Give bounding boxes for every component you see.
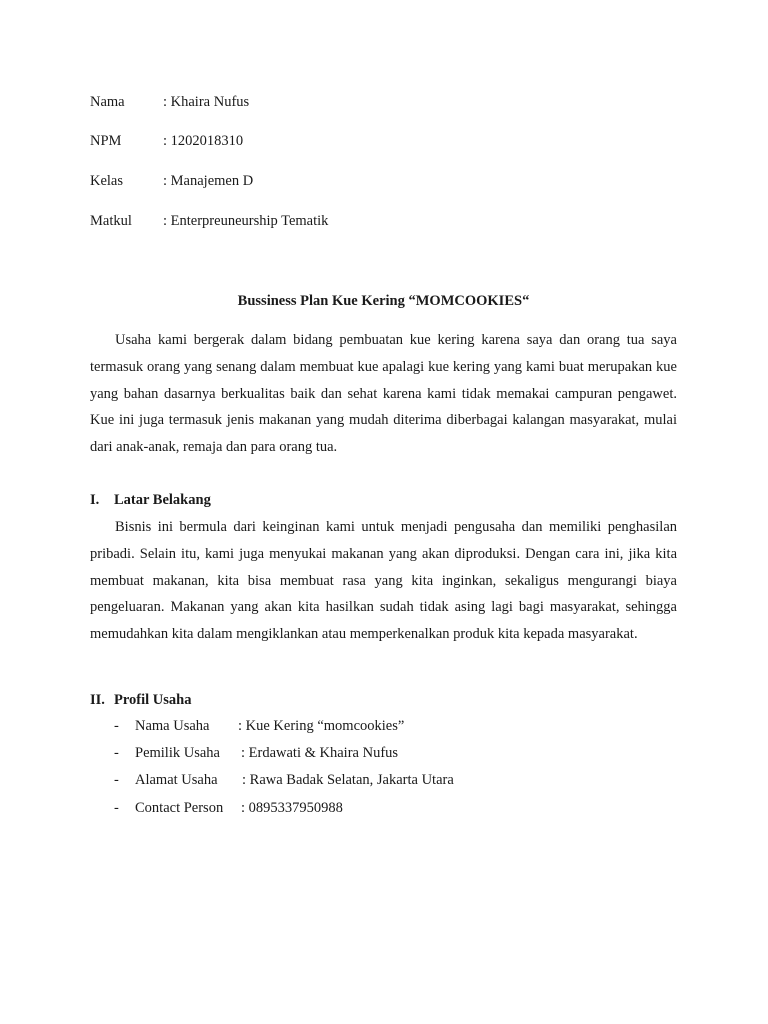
bullet-dash: -	[114, 772, 119, 789]
intro-paragraph: Usaha kami bergerak dalam bidang pembuatan kue kering karena saya dan orang tua saya termasuk orang yang senang dalam membuat kue apalagi kue kering yang kami buat merupakan kue yang bahan dasarnya berkualitas baik dan sehat karena kami tidak memakai campuran pengawet. Kue ini juga termasuk jenis makanan yang mudah diterima diberbagai kalangan masyarakat, mulai dari anak-anak, remaja dan para orang tua.	[90, 332, 677, 456]
bullet-dash: -	[114, 799, 119, 816]
item-value: : Kue Kering “momcookies”	[238, 718, 405, 734]
section-number: I.	[90, 492, 100, 508]
identity-row-npm	[90, 131, 243, 151]
item-key: Nama Usaha	[135, 718, 210, 734]
item-value: : 0895337950988	[241, 799, 343, 816]
identity-value: : Enterpreuneurship Tematik	[163, 213, 329, 229]
identity-label: Kelas	[90, 173, 124, 189]
identity-label: Nama	[90, 94, 125, 110]
item-key: Alamat Usaha	[135, 772, 218, 789]
item-key: Pemilik Usaha	[135, 745, 220, 762]
item-value: : Rawa Badak Selatan, Jakarta Utara	[242, 772, 454, 789]
section-heading-profil-usaha	[90, 690, 191, 710]
latar-belakang-paragraph: Bisnis ini bermula dari keinginan kami untuk menjadi pengusaha dan memiliki penghasilan pribadi. Selain itu, kami juga menyukai makanan yang akan diproduksi. Dengan cara ini, jika kita membuat makanan, kita bisa membuat rasa yang kita inginkan, sekaligus mengurangi biaya pengeluaran. Makanan yang akan kita hasilkan sudah tidak asing lagi bagi masyarakat, sehingga memudahkan kita dalam mengiklankan atau memperkenalkan produk kita kepada masyarakat.	[90, 519, 677, 643]
identity-label: NPM	[90, 133, 122, 149]
section-title: Latar Belakang	[114, 492, 211, 508]
identity-row-matkul	[90, 211, 328, 231]
identity-row-kelas	[90, 171, 253, 191]
item-key: Contact Person	[135, 799, 224, 816]
bullet-dash: -	[114, 718, 119, 734]
identity-row-nama	[90, 92, 249, 112]
document-title: Bussiness Plan Kue Kering “MOMCOOKIES“	[237, 293, 530, 309]
identity-value: : Manajemen D	[163, 173, 254, 189]
section-title: Profil Usaha	[114, 692, 192, 708]
identity-value: : 1202018310	[163, 133, 244, 149]
identity-label: Matkul	[90, 213, 132, 229]
identity-value: : Khaira Nufus	[163, 94, 250, 110]
bullet-dash: -	[114, 745, 119, 762]
section-heading-latar-belakang	[90, 490, 211, 510]
item-value: : Erdawati & Khaira Nufus	[241, 745, 399, 762]
section-number: II.	[90, 692, 105, 708]
